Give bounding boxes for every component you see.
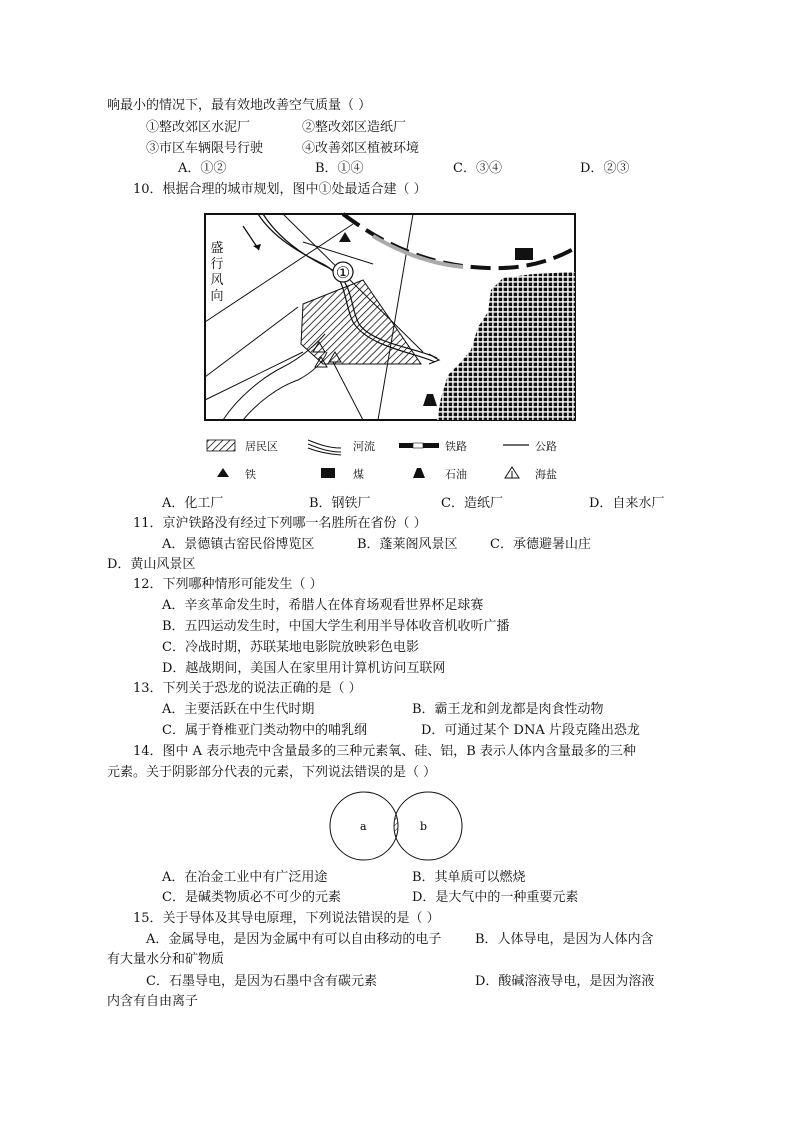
q12-stem: 12．下列哪种情形可能发生（ ） (133, 577, 323, 592)
q9-item-3: ③市区车辆限号行驶 (146, 141, 264, 156)
q10-option-a: A．化工厂 (162, 496, 224, 511)
q15-option-b-part2: 有大量水分和矿物质 (107, 952, 225, 967)
q14-stem-line2: 元素。关于阴影部分代表的元素，下列说法错误的是（ ） (107, 765, 437, 780)
q13-option-b: B．霸王龙和剑龙都是肉食性动物 (412, 702, 604, 717)
q10-option-c: C．造纸厂 (441, 496, 503, 511)
svg-text:风: 风 (210, 273, 224, 288)
city-planning-map (203, 212, 577, 490)
q12-option-b: B．五四运动发生时，中国大学生利用半导体收音机收听广播 (162, 619, 510, 634)
q15-option-c: C．石墨导电，是因为石墨中含有碳元素 (146, 974, 377, 989)
svg-text:盛: 盛 (210, 241, 224, 256)
q9-item-2: ②整改郊区造纸厂 (302, 120, 407, 135)
q12-option-c: C．冷战时期，苏联某地电影院放映彩色电影 (162, 640, 419, 655)
legend-residential: 居民区 (245, 440, 278, 453)
legend-river: 河流 (353, 440, 375, 453)
svg-text:行: 行 (210, 257, 224, 272)
q14-option-d: D．是大气中的一种重要元素 (412, 890, 579, 905)
q15-option-a: A．金属导电，是因为金属中有可以自由移动的电子 (146, 932, 442, 947)
q9-option-a: A．①② (178, 161, 227, 176)
q11-option-d: D．黄山风景区 (107, 557, 196, 572)
q10-option-b: B．钢铁厂 (309, 496, 371, 511)
q14-option-a: A．在冶金工业中有广泛用途 (162, 870, 328, 885)
q12-option-d: D．越战期间，美国人在家里用计算机访问互联网 (162, 661, 446, 676)
q15-stem: 15．关于导体及其导电原理，下列说法错误的是（ ） (133, 911, 440, 926)
q15-option-d-part2: 内含有自由离子 (107, 994, 199, 1009)
map-legend (207, 439, 557, 481)
q9-item-4: ④改善郊区植被环境 (302, 141, 420, 156)
venn-label-b: b (420, 820, 428, 833)
q13-option-d: D．可通过某个 DNA 片段克隆出恐龙 (421, 723, 640, 738)
venn-label-a: a (360, 820, 367, 833)
q10-stem: 10．根据合理的城市规划，图中①处最适合建（ ） (133, 182, 427, 197)
q11-option-a: A．景德镇古窑民俗博览区 (162, 537, 315, 552)
venn-diagram (328, 790, 464, 862)
q14-option-b: B．其单质可以燃烧 (412, 870, 526, 885)
marker-1: ① (335, 263, 351, 282)
q11-option-b: B．蓬莱阁风景区 (357, 537, 458, 552)
q13-option-c: C．属于脊椎亚门类动物中的哺乳纲 (162, 723, 367, 738)
venn-circle-b (394, 792, 462, 860)
q13-stem: 13．下列关于恐龙的说法正确的是（ ） (133, 681, 362, 696)
q13-option-a: A．主要活跃在中生代时期 (162, 702, 315, 717)
legend-coal: 煤 (353, 468, 364, 481)
q14-option-c: C．是碱类物质必不可少的元素 (162, 890, 341, 905)
q15-option-b-part1: B．人体导电，是因为人体内含 (475, 932, 654, 947)
legend-railway: 铁路 (445, 440, 467, 453)
legend-iron: 铁 (245, 468, 256, 481)
svg-text:向: 向 (210, 289, 224, 304)
legend-sea-salt: 海盐 (535, 468, 557, 481)
q9-stem: 响最小的情况下，最有效地改善空气质量（ ） (107, 98, 372, 113)
q9-option-b: B．①④ (315, 161, 364, 176)
coal-symbol (515, 248, 533, 260)
q9-option-d: D．②③ (580, 161, 630, 176)
q11-option-c: C．承德避暑山庄 (490, 537, 591, 552)
legend-highway: 公路 (535, 440, 557, 453)
q11-stem: 11．京沪铁路没有经过下列哪一名胜所在省份（ ） (133, 516, 427, 531)
q15-option-d-part1: D．酸碱溶液导电，是因为溶液 (475, 974, 655, 989)
q9-option-c: C．③④ (453, 161, 502, 176)
q10-option-d: D．自来水厂 (589, 496, 665, 511)
q9-item-1: ①整改郊区水泥厂 (146, 120, 251, 135)
q12-option-a: A．辛亥革命发生时，希腊人在体育场观看世界杯足球赛 (162, 598, 484, 613)
legend-oil: 石油 (445, 468, 467, 481)
q14-stem-line1: 14．图中 A 表示地壳中含量最多的三种元素氧、硅、铝，B 表示人体内含量最多的三种 (133, 744, 636, 759)
